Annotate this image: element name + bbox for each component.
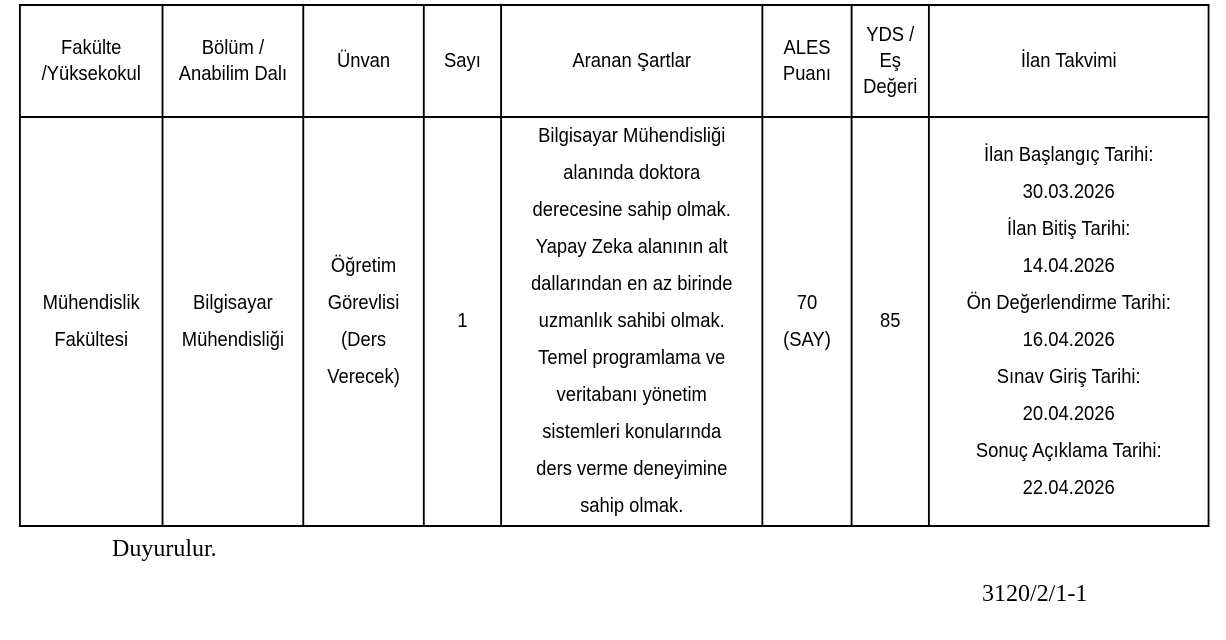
cell-line: İlan Bitiş Tarihi: (1007, 217, 1131, 240)
cell-schedule (929, 117, 1209, 526)
cell-line: Ön Değerlendirme Tarihi: (966, 291, 1171, 314)
cell-line: 85 (880, 310, 901, 332)
cell-line: Mühendislik (42, 291, 140, 314)
cell-line: YDS / (866, 24, 915, 46)
cell-faculty (20, 117, 163, 526)
cell-line: derecesine sahip olmak. (532, 199, 731, 221)
cell-line: Görevlisi (327, 291, 400, 314)
cell-line: 1 (457, 310, 468, 332)
cell-requirements (501, 117, 762, 526)
cell-line: Anabilim Dalı (178, 63, 288, 85)
header-schedule (929, 5, 1209, 117)
cell-line: Sayı (444, 50, 481, 72)
cell-line: Öğretim (330, 254, 397, 277)
announcement-note: Duyurulur. (112, 536, 217, 562)
cell-line: 30.03.2026 (1022, 180, 1115, 203)
cell-line: Sınav Giriş Tarihi: (996, 365, 1141, 388)
cell-line: Temel programlama ve (538, 347, 726, 369)
cell-title (303, 117, 424, 526)
cell-line: uzmanlık sahibi olmak. (538, 310, 725, 332)
cell-line: Aranan Şartlar (572, 50, 692, 72)
cell-line: 22.04.2026 (1022, 476, 1115, 499)
cell-department (163, 117, 304, 526)
header-requirements (501, 5, 762, 117)
cell-line: 16.04.2026 (1022, 328, 1115, 351)
cell-line: Fakülte (61, 37, 122, 59)
cell-line: (Ders (341, 328, 387, 351)
cell-line: Değeri (863, 76, 918, 98)
header-count (424, 5, 501, 117)
cell-line: 20.04.2026 (1022, 402, 1115, 425)
cell-line: Puanı (782, 63, 832, 85)
header-ales-score (762, 5, 851, 117)
cell-line: sistemleri konularında (542, 421, 722, 443)
cell-line: İlan Takvimi (1020, 50, 1117, 72)
cell-line: sahip olmak. (580, 495, 684, 517)
cell-line: Bilgisayar Mühendisliği (538, 125, 726, 147)
header-yds-score (852, 5, 929, 117)
cell-line: ALES (783, 37, 831, 59)
cell-yds-score (852, 117, 929, 526)
cell-count (424, 117, 501, 526)
cell-line: Bölüm / (201, 37, 265, 59)
cell-line: Ünvan (336, 50, 391, 72)
table-row (20, 117, 1209, 526)
header-faculty (20, 5, 163, 117)
cell-line: veritabanı yönetim (556, 384, 707, 406)
cell-line: İlan Başlangıç Tarihi: (983, 143, 1154, 166)
cell-line: /Yüksekokul (41, 63, 141, 85)
cell-line: Sonuç Açıklama Tarihi: (975, 439, 1162, 462)
cell-line: 70 (796, 291, 818, 314)
cell-line: (SAY) (783, 328, 831, 351)
cell-line: dallarından en az birinde (530, 273, 733, 295)
cell-line: Verecek) (327, 365, 400, 388)
document-code: 3120/2/1-1 (982, 581, 1088, 607)
cell-line: alanında doktora (563, 162, 701, 184)
cell-line: 14.04.2026 (1022, 254, 1115, 277)
cell-line: Yapay Zeka alanının alt (535, 236, 728, 258)
cell-line: Fakültesi (54, 328, 129, 351)
cell-ales-score (762, 117, 851, 526)
header-row (20, 5, 1209, 117)
cell-line: Eş (879, 50, 901, 72)
cell-line: Mühendisliği (181, 328, 285, 351)
header-title (303, 5, 424, 117)
cell-line: Bilgisayar (193, 291, 273, 314)
header-department (163, 5, 304, 117)
announcement-table (19, 4, 1209, 527)
cell-line: ders verme deneyimine (536, 458, 728, 480)
